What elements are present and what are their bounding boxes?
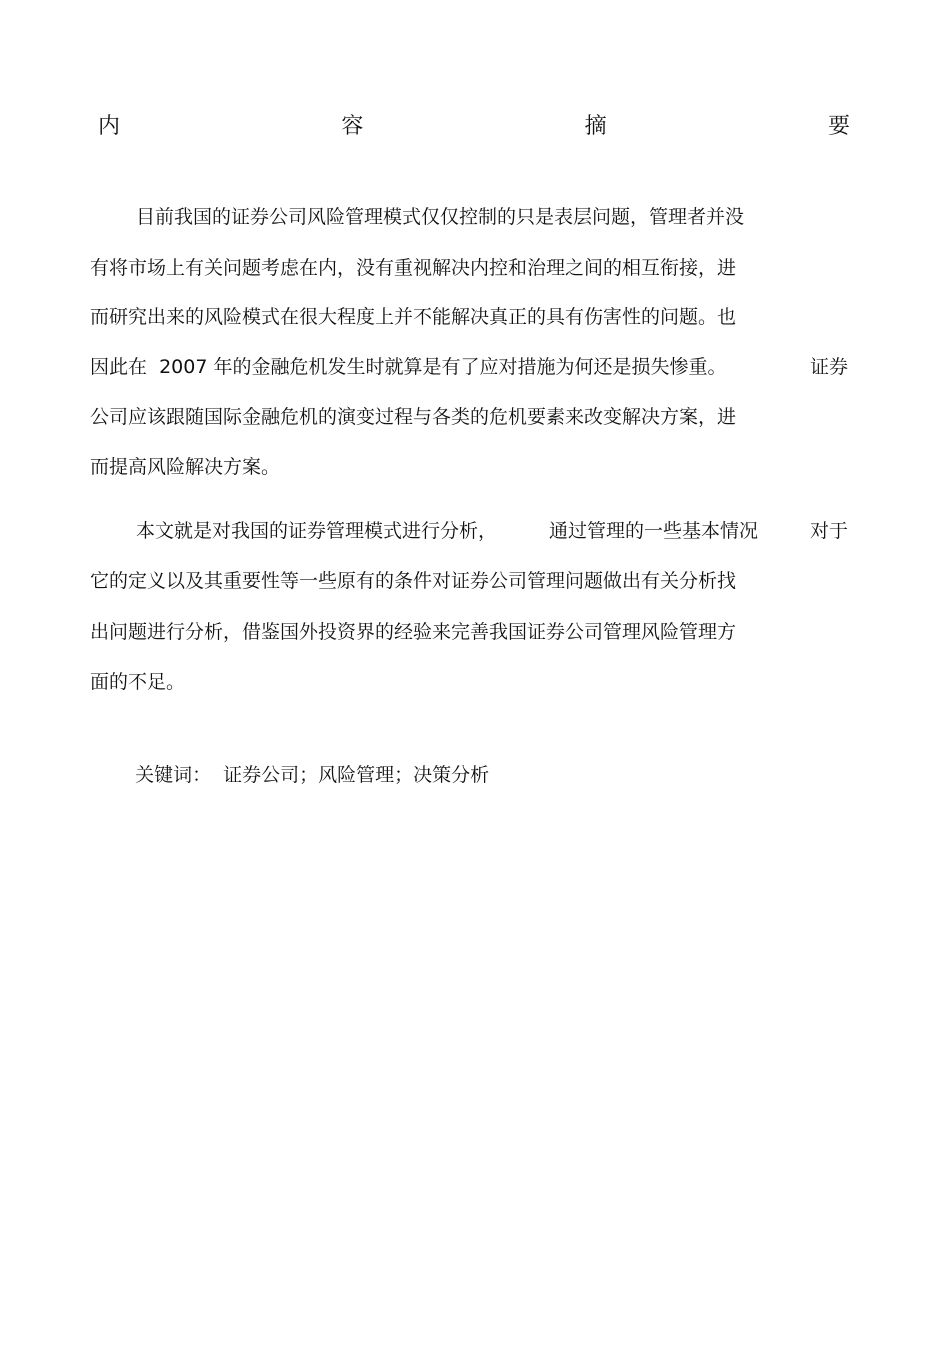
title-char: 容 xyxy=(341,114,364,139)
paragraph-1-line-4-tail: 证券 xyxy=(809,356,848,378)
paragraph-1-line-1: 目前我国的证券公司风险管理模式仅仅控制的只是表层问题，管理者并没 xyxy=(136,206,745,228)
paragraph-1-line-5: 公司应该跟随国际金融危机的演变过程与各类的危机要素来改变解决方案，进 xyxy=(90,406,737,428)
title-char: 摘 xyxy=(584,114,607,139)
title-char: 内 xyxy=(98,114,121,139)
paragraph-2-line-1-part-c: 对于 xyxy=(809,520,848,542)
abstract-title xyxy=(98,112,850,142)
keywords-value: 证券公司；风险管理；决策分析 xyxy=(223,764,490,786)
paragraph-2-line-2: 它的定义以及其重要性等一些原有的条件对证券公司管理问题做出有关分析找 xyxy=(90,570,737,592)
title-char: 要 xyxy=(827,114,850,139)
paragraph-1-line-4 xyxy=(90,354,848,380)
paragraph-1-line-3: 而研究出来的风险模式在很大程度上并不能解决真正的具有伤害性的问题。也 xyxy=(90,306,737,328)
paragraph-2-line-1-part-a: 本文就是对我国的证券管理模式进行分析， xyxy=(136,520,498,542)
paragraph-2-line-3: 出问题进行分析，借鉴国外投资界的经验来完善我国证券公司管理风险管理方 xyxy=(90,621,737,643)
paragraph-1-line-6: 而提高风险解决方案。 xyxy=(90,456,281,478)
paragraph-2-line-4: 面的不足。 xyxy=(90,671,186,693)
paragraph-2-line-1-part-b: 通过管理的一些基本情况 xyxy=(548,520,758,542)
paragraph-1-line-2: 有将市场上有关问题考虑在内，没有重视解决内控和治理之间的相互衔接，进 xyxy=(90,257,737,279)
paragraph-1-line-4-text: 因此在 2007 年的金融危机发生时就算是有了应对措施为何还是损失惨重。 xyxy=(90,356,727,378)
keywords-label: 关键词： xyxy=(135,764,212,786)
paragraph-2-line-1 xyxy=(136,518,848,544)
keywords-line xyxy=(123,736,489,788)
